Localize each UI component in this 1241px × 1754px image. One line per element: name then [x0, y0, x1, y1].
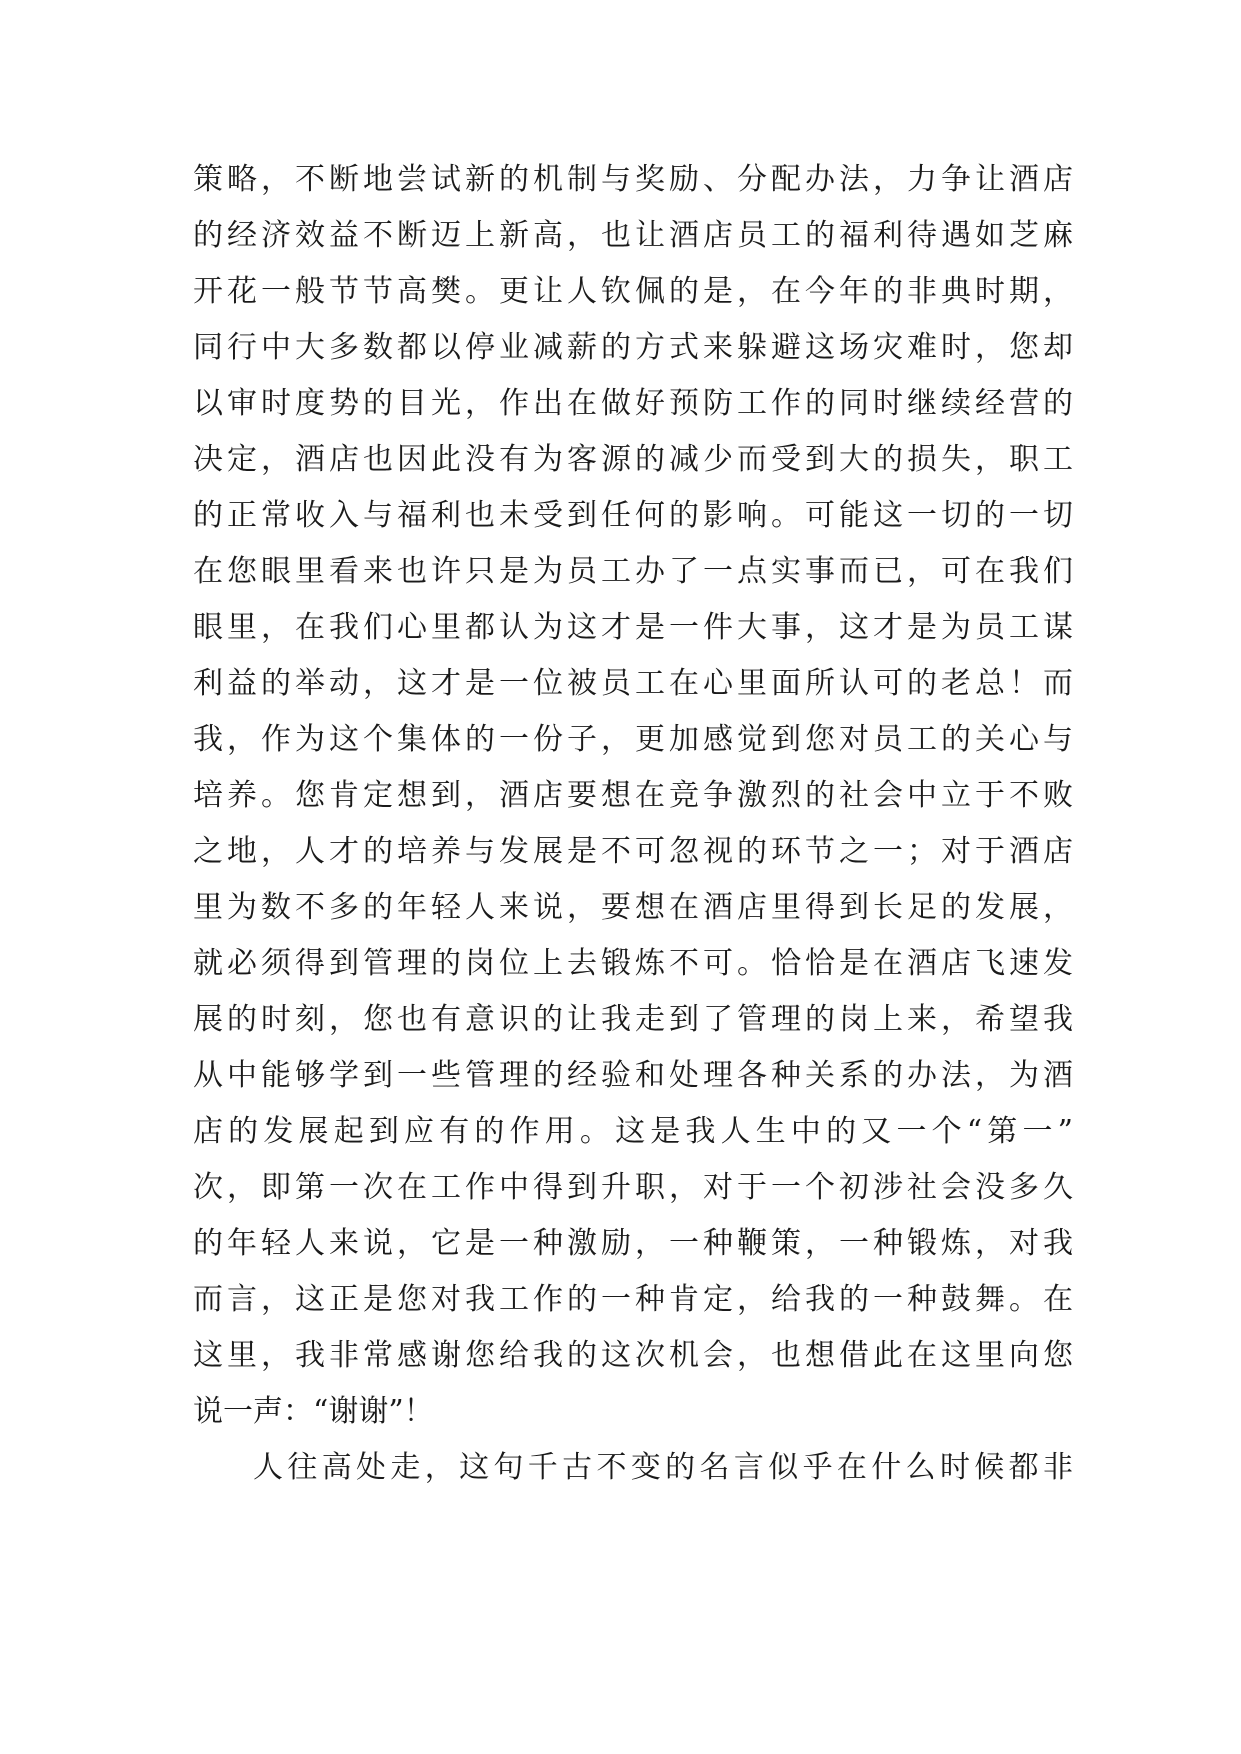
text-line: 利益的举动，这才是一位被员工在心里面所认可的老总！而 [193, 666, 1073, 701]
text-line: 开花一般节节高樊。更让人钦佩的是，在今年的非典时期， [193, 274, 1073, 309]
text-line: 次，即第一次在工作中得到升职，对于一个初涉社会没多久 [193, 1170, 1073, 1205]
text-line: 从中能够学到一些管理的经验和处理各种关系的办法，为酒 [193, 1058, 1073, 1093]
text-line: 之地，人才的培养与发展是不可忽视的环节之一；对于酒店 [193, 834, 1073, 869]
text-line: 里为数不多的年轻人来说，要想在酒店里得到长足的发展， [193, 890, 1073, 925]
text-line: 我，作为这个集体的一份子，更加感觉到您对员工的关心与 [193, 722, 1073, 757]
text-line: 展的时刻，您也有意识的让我走到了管理的岗上来，希望我 [193, 1002, 1073, 1037]
paragraph-start-line: 人往高处走，这句千古不变的名言似乎在什么时候都非 [253, 1450, 1073, 1485]
text-line: 的经济效益不断迈上新高，也让酒店员工的福利待遇如芝麻 [193, 218, 1073, 253]
text-line: 策略，不断地尝试新的机制与奖励、分配办法，力争让酒店 [193, 162, 1073, 197]
text-line: 的正常收入与福利也未受到任何的影响。可能这一切的一切 [193, 498, 1073, 533]
text-line: 决定，酒店也因此没有为客源的减少而受到大的损失，职工 [193, 442, 1073, 477]
text-line: 的年轻人来说，它是一种激励，一种鞭策，一种锻炼，对我 [193, 1226, 1073, 1261]
text-line: 眼里，在我们心里都认为这才是一件大事，这才是为员工谋 [193, 610, 1073, 645]
text-line: 店的发展起到应有的作用。这是我人生中的又一个“第一” [193, 1114, 1073, 1149]
text-line: 而言，这正是您对我工作的一种肯定，给我的一种鼓舞。在 [193, 1282, 1073, 1317]
text-line: 就必须得到管理的岗位上去锻炼不可。恰恰是在酒店飞速发 [193, 946, 1073, 981]
text-line: 同行中大多数都以停业减薪的方式来躲避这场灾难时，您却 [193, 330, 1073, 365]
paragraph-end-line: 说一声：“谢谢”！ [193, 1394, 434, 1429]
text-line: 培养。您肯定想到，酒店要想在竞争激烈的社会中立于不败 [193, 778, 1073, 813]
text-line: 以审时度势的目光，作出在做好预防工作的同时继续经营的 [193, 386, 1073, 421]
text-line: 这里，我非常感谢您给我的这次机会，也想借此在这里向您 [193, 1338, 1073, 1373]
text-line: 在您眼里看来也许只是为员工办了一点实事而已，可在我们 [193, 554, 1073, 589]
body-text [193, 152, 1073, 1496]
